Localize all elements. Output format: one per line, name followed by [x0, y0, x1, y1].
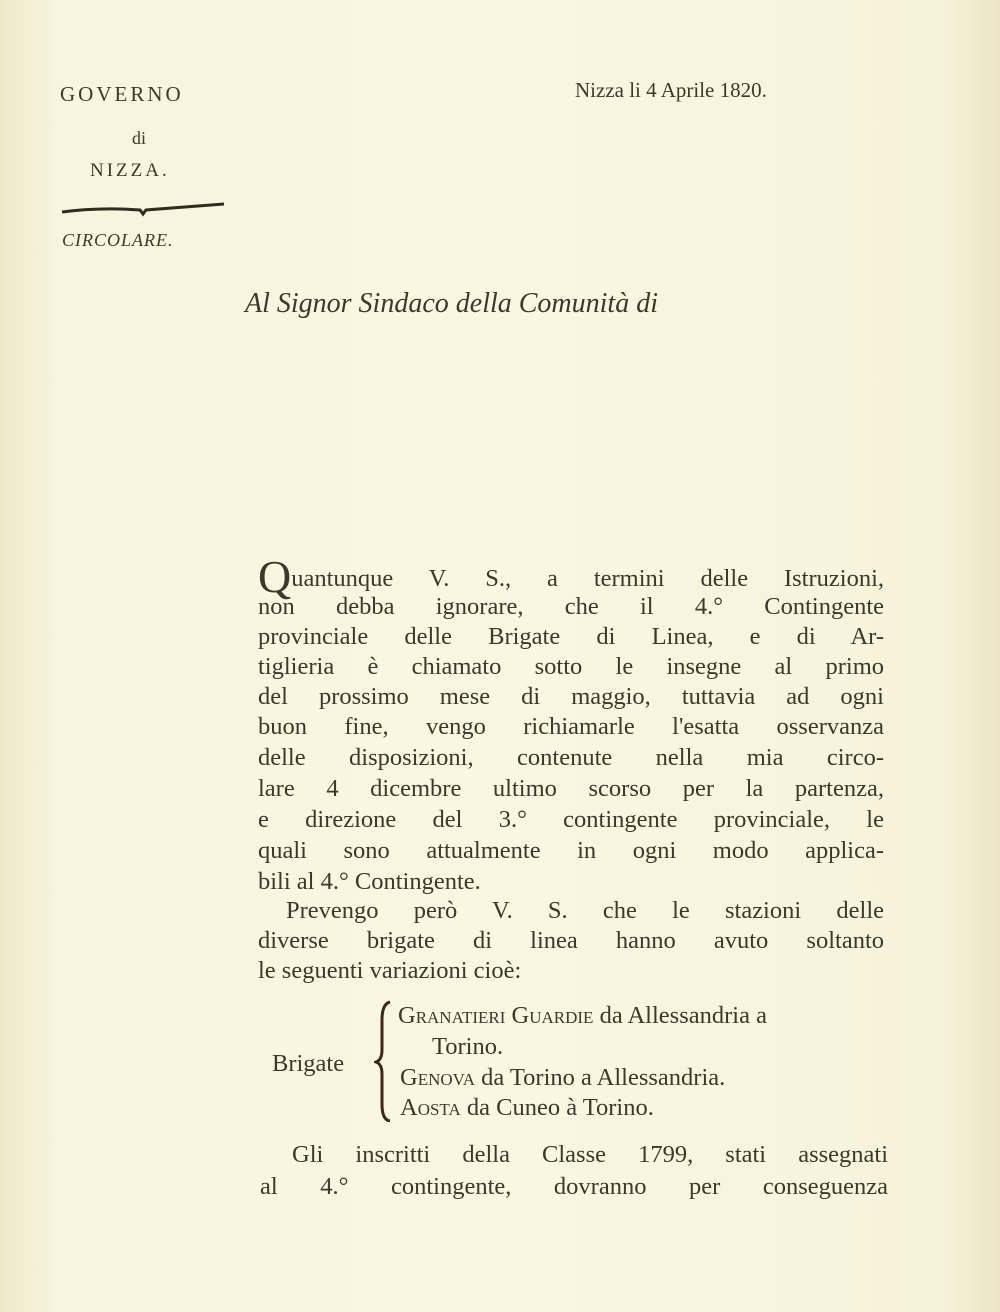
brigade-route: da Allessandria a	[593, 1002, 767, 1029]
brigate-item	[398, 1002, 884, 1030]
drop-cap: Q	[258, 551, 292, 602]
brace-icon	[374, 1000, 394, 1122]
body-line: buon fine, vengo richiamarle l'esatta osservanza	[258, 713, 884, 740]
brigade-name: Genova	[400, 1064, 475, 1091]
body-line: del prossimo mese di maggio, tuttavia ad ogni	[258, 683, 884, 710]
body-line: tiglieria è chiamato sotto le insegne al primo	[258, 653, 884, 680]
body-line: non debba ignorare, che il 4.° Contingente	[258, 593, 884, 620]
body-line: quali sono attualmente in ogni modo applica-	[258, 837, 884, 864]
body-line-text: uantunque V. S., a termini delle Istruzioni,	[291, 565, 884, 592]
body-line: diverse brigate di linea hanno avuto soltanto	[258, 927, 884, 954]
brigade-name: Granatieri Guardie	[398, 1002, 594, 1029]
office-title: GOVERNO	[60, 82, 184, 106]
office-city: NIZZA.	[90, 160, 170, 181]
body-line: Prevengo però V. S. che le stazioni delle	[286, 897, 884, 924]
body-line: lare 4 dicembre ultimo scorso per la partenza,	[258, 775, 884, 802]
flourish-divider	[60, 200, 226, 218]
closing-line: Gli inscritti della Classe 1799, stati assegnati	[292, 1141, 888, 1168]
brigade-route: da Torino a Allessandria.	[475, 1064, 726, 1091]
addressee-line: Al Signor Sindaco della Comunità di	[245, 288, 658, 319]
brigade-name: Aosta	[400, 1094, 461, 1121]
body-line	[258, 551, 884, 602]
brigate-label: Brigate	[272, 1050, 345, 1077]
brigate-item	[400, 1094, 654, 1122]
document-date: Nizza li 4 Aprile 1820.	[575, 78, 767, 102]
brigate-item: Torino.	[432, 1033, 504, 1060]
office-di: di	[132, 128, 147, 148]
body-line: bili al 4.° Contingente.	[258, 868, 481, 895]
body-line: e direzione del 3.° contingente provinciale, le	[258, 806, 884, 833]
brigate-item	[400, 1064, 725, 1092]
brigade-route: da Cuneo à Torino.	[460, 1094, 654, 1121]
body-line: le seguenti variazioni cioè:	[258, 957, 522, 984]
body-line: provinciale delle Brigate di Linea, e di Ar-	[258, 623, 884, 650]
closing-line: al 4.° contingente, dovranno per conseguenza	[260, 1173, 888, 1200]
body-line: delle disposizioni, contenute nella mia circo-	[258, 744, 884, 771]
circular-label: CIRCOLARE.	[62, 230, 174, 250]
